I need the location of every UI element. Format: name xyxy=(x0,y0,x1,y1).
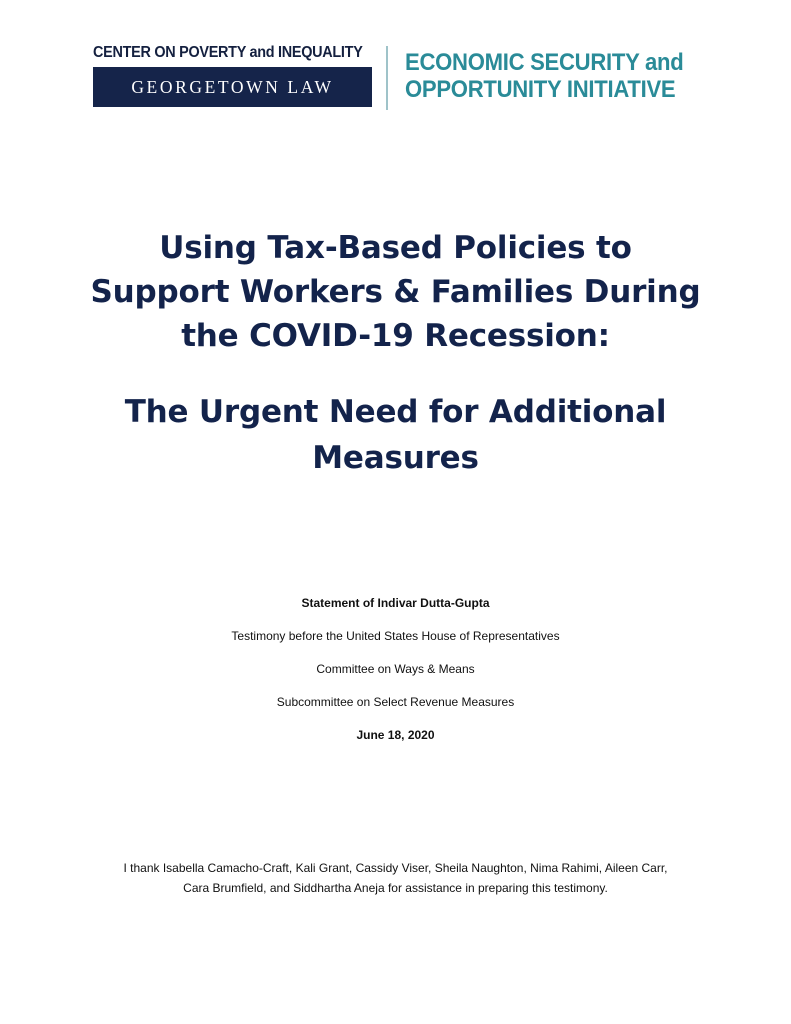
economic-security-logo xyxy=(405,49,708,103)
center-on-poverty-text: CENTER ON POVERTY and INEQUALITY xyxy=(93,44,363,61)
document-subtitle xyxy=(0,389,791,481)
center-on-poverty-logo xyxy=(93,44,372,107)
title-line: the COVID-19 Recession: xyxy=(181,318,610,354)
statement-heading: Statement of Indivar Dutta-Gupta xyxy=(301,596,490,610)
committee-line: Committee on Ways & Means xyxy=(316,662,475,676)
title-line: Using Tax-Based Policies to xyxy=(159,230,632,266)
subtitle-line: The Urgent Need for Additional xyxy=(124,394,667,430)
testimony-line: Testimony before the United States House of Representatives xyxy=(231,629,560,643)
document-title xyxy=(0,226,791,358)
acknowledgment-line: Cara Brumfield, and Siddhartha Aneja for assistance in preparing this testimony. xyxy=(183,881,608,895)
economic-security-line2: OPPORTUNITY INITIATIVE xyxy=(405,76,676,103)
logo-divider xyxy=(386,46,388,110)
acknowledgment-paragraph xyxy=(0,858,791,898)
georgetown-law-banner xyxy=(93,67,372,107)
georgetown-law-text: GEORGETOWN LAW xyxy=(131,76,334,97)
economic-security-line1: ECONOMIC SECURITY and xyxy=(405,49,684,76)
statement-date: June 18, 2020 xyxy=(356,728,435,742)
subtitle-line: Measures xyxy=(312,440,479,476)
subcommittee-line: Subcommittee on Select Revenue Measures xyxy=(276,695,515,709)
acknowledgment-line: I thank Isabella Camacho-Craft, Kali Grant, Cassidy Viser, Sheila Naughton, Nima Rahimi, Aileen Carr, xyxy=(123,861,668,875)
title-line: Support Workers & Families During xyxy=(90,274,701,310)
